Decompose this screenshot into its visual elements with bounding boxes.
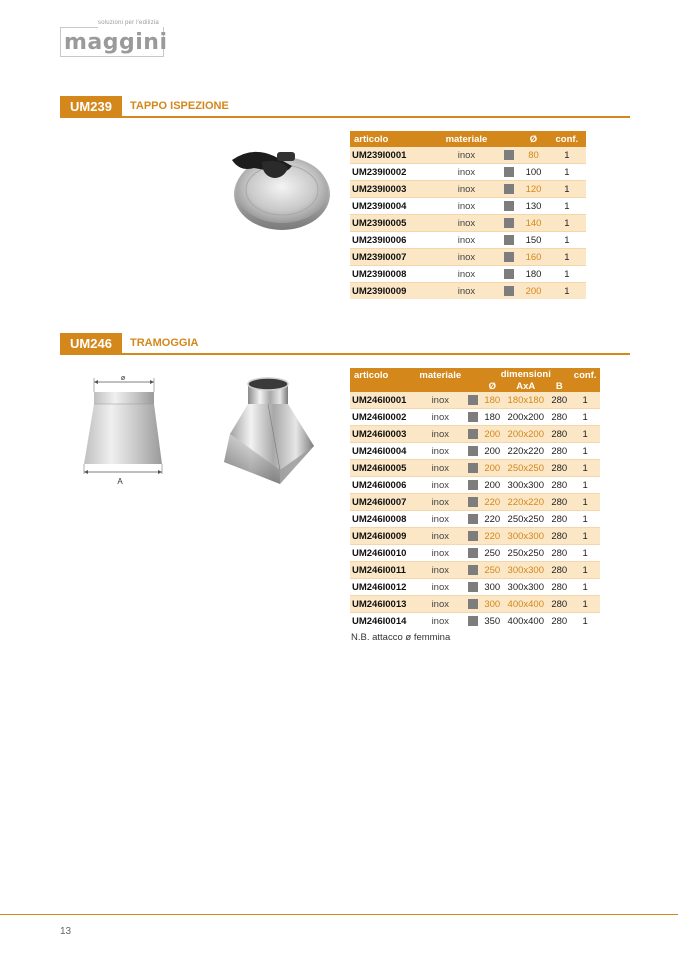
row-code: UM246I0001 <box>350 392 415 409</box>
page-number: 13 <box>60 926 72 937</box>
row-material: inox <box>434 249 500 266</box>
col-axa: AxA <box>503 380 548 392</box>
table-row <box>350 392 600 409</box>
row-axa: 300x300 <box>503 579 548 596</box>
row-material: inox <box>434 215 500 232</box>
col-conf: conf. <box>548 131 586 147</box>
row-axa: 220x220 <box>503 494 548 511</box>
row-b: 280 <box>548 545 570 562</box>
row-conf: 1 <box>570 579 600 596</box>
row-conf: 1 <box>548 232 586 249</box>
col-diameter: Ø <box>519 131 547 147</box>
row-material: inox <box>415 579 466 596</box>
row-conf: 1 <box>570 477 600 494</box>
row-b: 280 <box>548 562 570 579</box>
row-conf: 1 <box>570 460 600 477</box>
table-row <box>350 181 586 198</box>
row-conf: 1 <box>570 409 600 426</box>
row-diameter: 200 <box>481 443 503 460</box>
row-axa: 250x250 <box>503 545 548 562</box>
material-swatch <box>468 446 478 456</box>
row-diameter: 180 <box>481 409 503 426</box>
row-conf: 1 <box>582 615 588 627</box>
col-swatch <box>466 368 482 392</box>
section-code: UM246 <box>60 333 122 355</box>
material-swatch <box>468 395 478 405</box>
row-axa: 250x250 <box>503 460 548 477</box>
row-b: 280 <box>548 511 570 528</box>
hopper-technical-drawing <box>74 372 174 487</box>
material-swatch <box>468 531 478 541</box>
section-code: UM239 <box>60 96 122 118</box>
row-axa: 400x400 <box>503 596 548 613</box>
row-diameter: 220 <box>481 511 503 528</box>
row-code: UM239I0006 <box>350 232 434 249</box>
row-material: inox <box>415 426 466 443</box>
table-row <box>350 409 600 426</box>
col-articolo: articolo <box>350 368 415 392</box>
footer-divider <box>0 914 678 915</box>
row-conf: 1 <box>570 392 600 409</box>
section-um239-header <box>60 96 630 118</box>
row-diameter: 200 <box>481 460 503 477</box>
row-material: inox <box>415 392 466 409</box>
row-code: UM239I0005 <box>350 215 434 232</box>
table-row <box>350 460 600 477</box>
row-conf: 1 <box>570 545 600 562</box>
row-conf: 1 <box>570 562 600 579</box>
col-conf: conf. <box>570 368 600 392</box>
row-code: UM246I0013 <box>350 596 415 613</box>
material-swatch <box>504 150 514 160</box>
row-code: UM239I0007 <box>350 249 434 266</box>
row-b: 280 <box>548 426 570 443</box>
section-title: TRAMOGGIA <box>130 337 199 349</box>
row-diameter: 140 <box>519 215 547 232</box>
row-diameter: 300 <box>481 579 503 596</box>
row-code: UM246I0006 <box>350 477 415 494</box>
row-diameter: 220 <box>481 494 503 511</box>
row-conf: 1 <box>570 528 600 545</box>
row-b: 280 <box>548 443 570 460</box>
row-material: inox <box>434 232 500 249</box>
inspection-cap-image <box>222 138 334 238</box>
row-code: UM239I0002 <box>350 164 434 181</box>
table-row <box>350 232 586 249</box>
row-material: inox <box>415 562 466 579</box>
row-axa: 200x200 <box>503 409 548 426</box>
row-conf: 1 <box>548 164 586 181</box>
row-axa: 180x180 <box>503 392 548 409</box>
row-code: UM239I0009 <box>350 283 434 300</box>
material-swatch <box>468 548 478 558</box>
material-swatch <box>504 218 514 228</box>
row-material: inox <box>415 528 466 545</box>
material-swatch <box>468 616 478 626</box>
row-material: inox <box>434 266 500 283</box>
row-conf: 1 <box>548 283 586 300</box>
table-row <box>350 579 600 596</box>
row-code: UM239I0008 <box>350 266 434 283</box>
col-articolo: articolo <box>350 131 434 147</box>
row-axa: 200x200 <box>503 426 548 443</box>
col-materiale: materiale <box>415 368 466 392</box>
material-swatch <box>504 286 514 296</box>
row-diameter: 130 <box>519 198 547 215</box>
row-conf: 1 <box>548 147 586 164</box>
row-code: UM246I0003 <box>350 426 415 443</box>
side-label: A <box>117 477 123 486</box>
material-swatch <box>468 497 478 507</box>
row-b: 280 <box>548 596 570 613</box>
footnote: N.B. attacco ø femmina <box>351 632 451 643</box>
row-axa: 250x250 <box>503 511 548 528</box>
row-diameter: 220 <box>481 528 503 545</box>
material-swatch <box>468 463 478 473</box>
diameter-label: ø <box>120 375 126 382</box>
row-diameter: 80 <box>519 147 547 164</box>
col-b: B <box>548 380 570 392</box>
table-row <box>350 443 600 460</box>
row-code: UM246I0009 <box>350 528 415 545</box>
row-b: 280 <box>548 494 570 511</box>
row-material: inox <box>434 198 500 215</box>
material-swatch <box>468 599 478 609</box>
material-swatch <box>504 235 514 245</box>
row-conf: 1 <box>570 511 600 528</box>
table-row <box>350 511 600 528</box>
row-conf: 1 <box>548 249 586 266</box>
um239-spec-table <box>350 131 586 299</box>
col-swatch <box>499 131 519 147</box>
material-swatch <box>468 565 478 575</box>
row-material: inox <box>415 545 466 562</box>
col-diameter: Ø <box>481 380 503 392</box>
table-row <box>350 283 586 300</box>
row-material: inox <box>415 494 466 511</box>
table-row <box>350 164 586 181</box>
row-code: UM246I0002 <box>350 409 415 426</box>
row-conf: 1 <box>548 181 586 198</box>
row-diameter: 200 <box>519 283 547 300</box>
row-material: inox <box>434 147 500 164</box>
material-swatch <box>504 201 514 211</box>
row-axa: 300x300 <box>503 477 548 494</box>
col-dimensioni: dimensioni <box>481 368 570 380</box>
row-code: UM246I0011 <box>350 562 415 579</box>
row-material: inox <box>434 181 500 198</box>
table-row <box>350 613 600 630</box>
material-swatch <box>468 429 478 439</box>
table-row <box>350 596 600 613</box>
row-code: UM246I0008 <box>350 511 415 528</box>
row-conf: 1 <box>570 426 600 443</box>
table-row <box>350 426 600 443</box>
brand-logo <box>60 20 166 59</box>
row-diameter: 180 <box>481 392 503 409</box>
row-material: inox <box>415 596 466 613</box>
row-code: UM246I0010 <box>350 545 415 562</box>
row-diameter: 100 <box>519 164 547 181</box>
row-diameter: 350 <box>484 615 501 627</box>
row-b: 280 <box>551 615 568 627</box>
table-row <box>350 266 586 283</box>
row-diameter: 200 <box>481 426 503 443</box>
row-material: inox <box>415 460 466 477</box>
section-um246-header <box>60 333 630 355</box>
row-axa: 300x300 <box>503 528 548 545</box>
row-diameter: 160 <box>519 249 547 266</box>
material-swatch <box>468 582 478 592</box>
material-swatch <box>468 412 478 422</box>
row-b: 280 <box>548 477 570 494</box>
material-swatch <box>468 480 478 490</box>
row-code: UM246I0005 <box>350 460 415 477</box>
brand-name: maggini <box>64 30 168 55</box>
material-swatch <box>504 269 514 279</box>
table-row <box>350 198 586 215</box>
row-material: inox <box>415 443 466 460</box>
table-row <box>350 249 586 266</box>
row-code: UM239I0004 <box>350 198 434 215</box>
row-diameter: 250 <box>481 562 503 579</box>
row-code: UM239I0003 <box>350 181 434 198</box>
row-diameter: 180 <box>519 266 547 283</box>
row-conf: 1 <box>548 266 586 283</box>
row-code: UM246I0014 <box>352 615 407 627</box>
row-code: UM246I0012 <box>350 579 415 596</box>
material-swatch <box>504 252 514 262</box>
row-diameter: 250 <box>481 545 503 562</box>
material-swatch <box>504 167 514 177</box>
row-conf: 1 <box>570 443 600 460</box>
row-conf: 1 <box>548 198 586 215</box>
row-b: 280 <box>548 579 570 596</box>
table-row <box>350 545 600 562</box>
col-materiale: materiale <box>434 131 500 147</box>
hopper-product-image <box>220 374 316 486</box>
section-title: TAPPO ISPEZIONE <box>130 100 229 112</box>
row-axa: 300x300 <box>503 562 548 579</box>
row-b: 280 <box>548 460 570 477</box>
row-material: inox <box>434 283 500 300</box>
row-b: 280 <box>548 528 570 545</box>
row-diameter: 120 <box>519 181 547 198</box>
row-diameter: 200 <box>481 477 503 494</box>
table-row <box>350 494 600 511</box>
brand-tagline: soluzioni per l'edilizia <box>98 20 159 26</box>
row-diameter: 300 <box>481 596 503 613</box>
row-code: UM246I0007 <box>350 494 415 511</box>
table-row <box>350 215 586 232</box>
row-b: 280 <box>548 392 570 409</box>
table-row <box>350 147 586 164</box>
row-conf: 1 <box>548 215 586 232</box>
row-axa: 400x400 <box>507 615 544 627</box>
row-code: UM246I0004 <box>350 443 415 460</box>
row-material: inox <box>415 409 466 426</box>
table-row <box>350 477 600 494</box>
material-swatch <box>468 514 478 524</box>
logo-frame <box>60 27 168 57</box>
table-row <box>350 528 600 545</box>
row-material: inox <box>415 477 466 494</box>
um246-spec-table <box>350 368 600 629</box>
row-conf: 1 <box>570 596 600 613</box>
row-material: inox <box>431 615 449 627</box>
material-swatch <box>504 184 514 194</box>
row-diameter: 150 <box>519 232 547 249</box>
table-row <box>350 562 600 579</box>
row-conf: 1 <box>570 494 600 511</box>
row-axa: 220x220 <box>503 443 548 460</box>
row-b: 280 <box>548 409 570 426</box>
row-material: inox <box>434 164 500 181</box>
row-code: UM239I0001 <box>350 147 434 164</box>
row-material: inox <box>415 511 466 528</box>
